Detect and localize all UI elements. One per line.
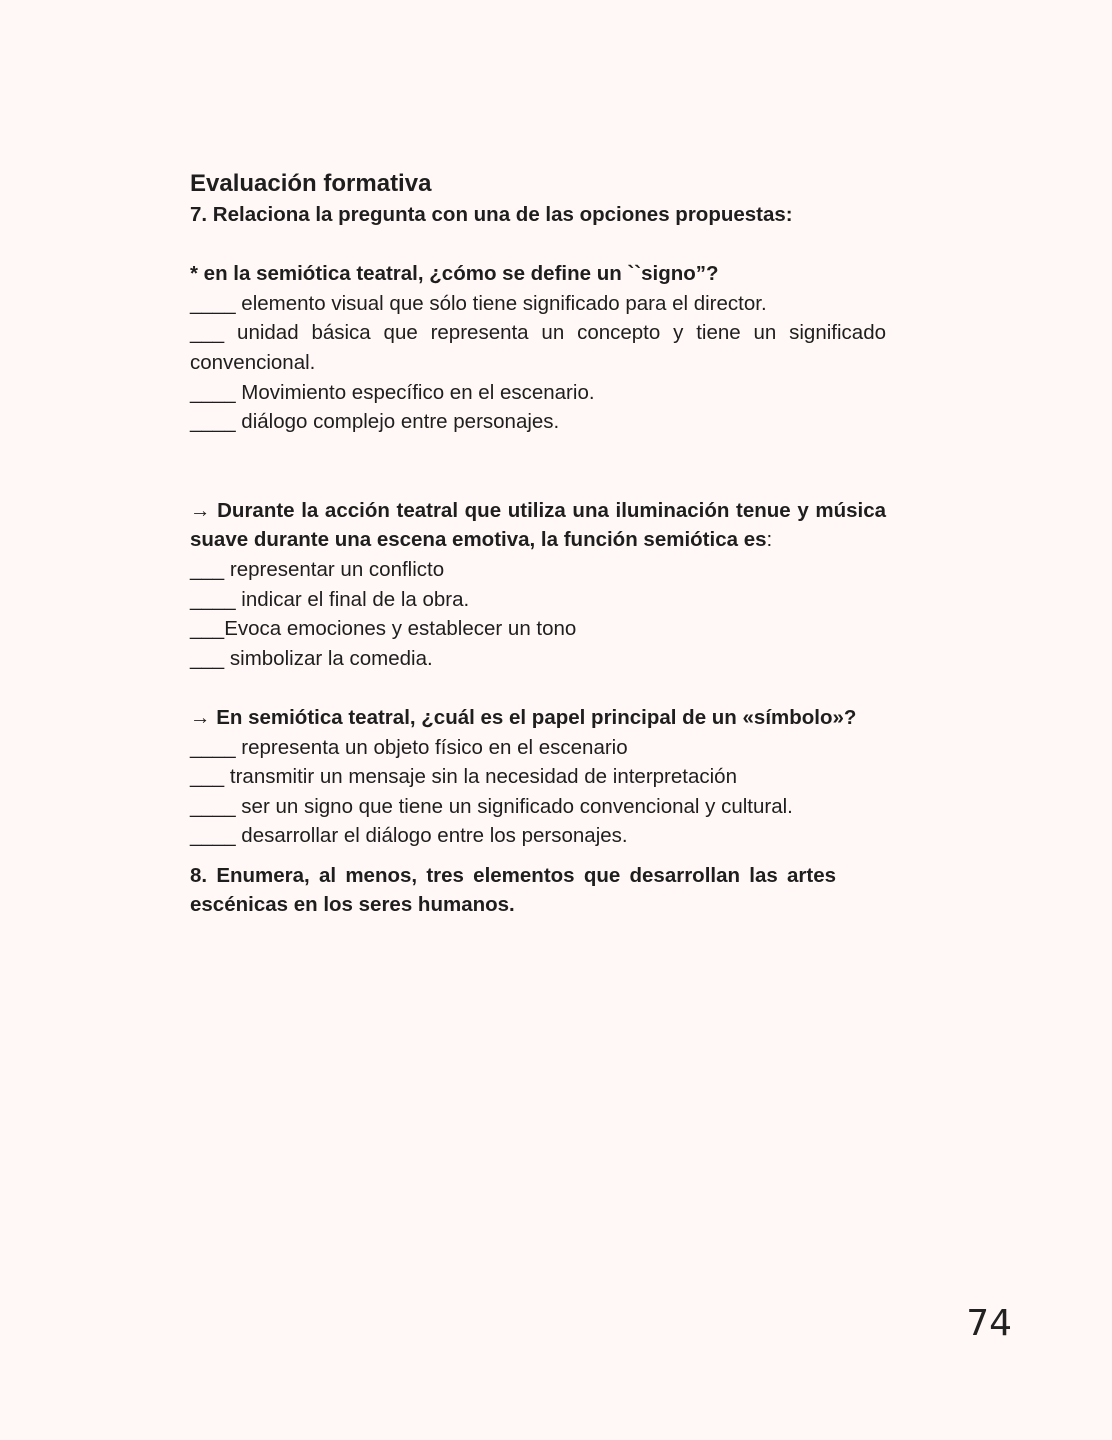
option-line: ____ desarrollar el diálogo entre los personajes. — [190, 824, 628, 848]
worksheet-content — [190, 168, 886, 920]
option-line: ____ elemento visual que sólo tiene significado para el director. — [190, 291, 767, 315]
option-line: ____ ser un signo que tiene un significado convencional y cultural. — [190, 794, 793, 818]
page-number: 74 — [966, 1303, 1012, 1344]
option-line: ___ simbolizar la comedia. — [190, 646, 433, 670]
item-prompt: → En semiótica teatral, ¿cuál es el papel principal de un «símbolo»? — [190, 705, 857, 729]
question-8: 8. Enumera, al menos, tres elementos que desarrollan las artes escénicas en los seres humanos. — [190, 863, 836, 917]
option-line: ___Evoca emociones y establecer un tono — [190, 617, 577, 641]
question-7-item-1 — [190, 259, 886, 437]
option-line: ____ Movimiento específico en el escenario. — [190, 380, 595, 404]
option-line: ____ diálogo complejo entre personajes. — [190, 410, 560, 434]
option-line: ___ representar un conflicto — [190, 557, 445, 581]
section-heading: Evaluación formativa — [190, 170, 432, 197]
option-line: ____ representa un objeto físico en el escenario — [190, 735, 628, 759]
option-line: ____ indicar el final de la obra. — [190, 587, 470, 611]
option-line: ___ transmitir un mensaje sin la necesidad de interpretación — [190, 765, 737, 789]
question-7-item-2 — [190, 496, 886, 674]
question-7-item-3 — [190, 703, 886, 851]
item-prompt: → Durante la acción teatral que utiliza una iluminación tenue y música suave durante una escena emotiva, la función semiótica es: — [190, 498, 886, 552]
option-line: ___ unidad básica que representa un concepto y tiene un significado convencional. — [190, 321, 886, 374]
question-7-instruction: 7. Relaciona la pregunta con una de las opciones propuestas: — [190, 203, 793, 226]
item-prompt: * en la semiótica teatral, ¿cómo se define un ``signo”? — [190, 262, 719, 286]
